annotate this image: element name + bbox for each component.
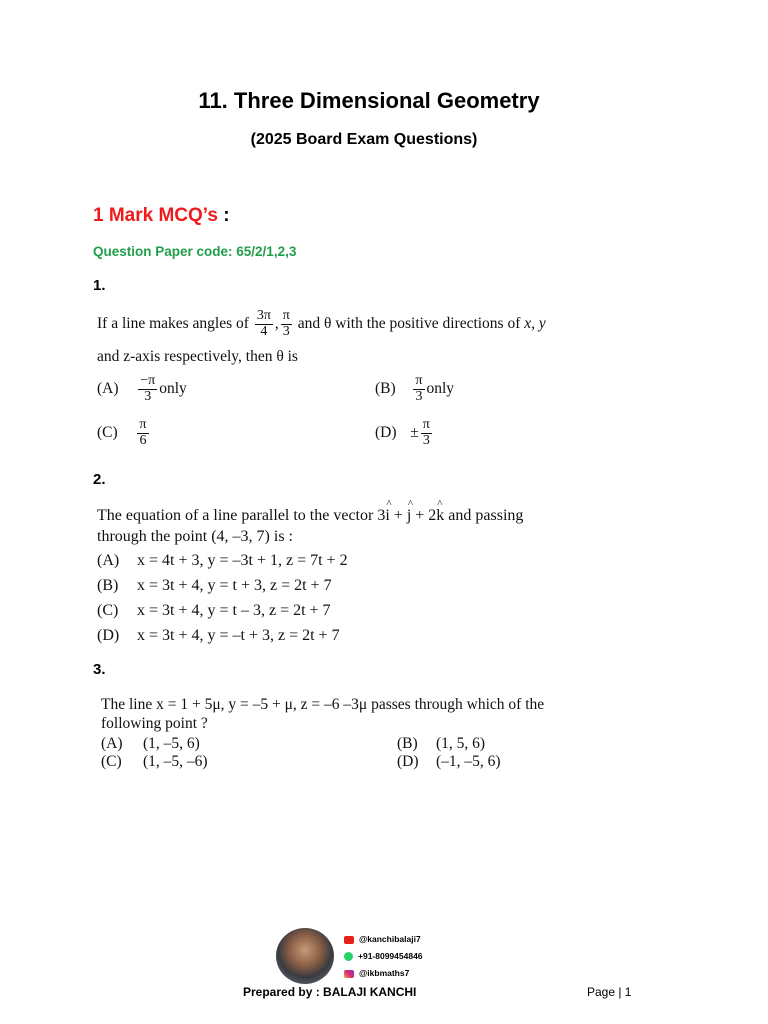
q1-option-c-fraction — [137, 418, 148, 448]
whatsapp-number[interactable] — [344, 951, 423, 961]
q2-option-c — [97, 602, 331, 620]
q1-b-den: 3 — [415, 388, 423, 404]
q3-option-d-text: (–1, –5, 6) — [436, 753, 501, 770]
question-3-line1: The line x = 1 + 5μ, y = –5 + μ, z = –6 –3μ passes through which of the — [101, 696, 545, 713]
q3-option-c-label: (C) — [101, 753, 122, 770]
q1-f2-num: π — [282, 308, 290, 323]
section-heading — [93, 205, 230, 227]
prepared-by: Prepared by : BALAJI KANCHI — [243, 985, 417, 999]
q1-option-a-fraction — [138, 374, 157, 404]
question-3-number: 3. — [93, 661, 106, 678]
question-2-number: 2. — [93, 471, 106, 488]
q1-option-b-text: only — [426, 379, 455, 397]
youtube-handle[interactable] — [344, 934, 421, 944]
q2-option-b-label: (B) — [97, 577, 119, 594]
q3-option-c — [101, 753, 208, 771]
q2-stem-b: and passing — [444, 507, 524, 524]
q3-option-c-text: (1, –5, –6) — [143, 753, 208, 770]
q1-c-den: 6 — [139, 432, 147, 448]
q2-option-a-text: x = 4t + 3, y = –3t + 1, z = 7t + 2 — [137, 552, 348, 569]
section-heading-red: 1 Mark MCQ’s — [93, 205, 218, 226]
q1-option-c — [97, 418, 151, 448]
q1-option-c-label: (C) — [97, 423, 118, 441]
instagram-handle[interactable] — [344, 968, 409, 978]
youtube-handle-text: @kanchibalaji7 — [359, 934, 421, 944]
q2-option-d-text: x = 3t + 4, y = –t + 3, z = 2t + 7 — [137, 627, 340, 644]
question-2-line2: through the point (4, –3, 7) is : — [97, 528, 293, 545]
q2-option-d — [97, 627, 340, 645]
q1-fraction-pi-3 — [281, 309, 292, 339]
q2-plus-2: + 2 — [411, 507, 437, 524]
q2-plus-1: + — [389, 507, 407, 524]
q2-k-hat: ^ k — [436, 507, 444, 525]
page-title: 11. Three Dimensional Geometry — [198, 88, 540, 113]
q2-option-a — [97, 552, 348, 570]
q1-option-d-plusminus: ± — [410, 423, 419, 441]
q2-j-hat: ^ j — [407, 507, 411, 525]
q2-option-b — [97, 577, 332, 595]
q2-stem-a: The equation of a line parallel to the vector 3 — [97, 507, 386, 524]
q1-comma: , — [274, 314, 279, 332]
q1-a-den: 3 — [144, 388, 152, 404]
q1-f1-den: 4 — [260, 323, 268, 339]
section-heading-colon: : — [217, 205, 230, 226]
q3-option-b — [397, 735, 485, 753]
q2-i-hat: ^ i — [385, 507, 389, 525]
q3-option-a — [101, 735, 200, 753]
q1-option-a-label: (A) — [97, 379, 119, 397]
page-subtitle: (2025 Board Exam Questions) — [250, 131, 478, 148]
q1-option-d — [375, 418, 434, 448]
q1-stem-a: If a line makes angles of — [97, 314, 249, 332]
q1-option-a-text: only — [159, 379, 187, 397]
q1-stem-b: and θ with the positive directions of — [297, 314, 521, 332]
q1-axes: x, y — [524, 314, 546, 332]
q3-option-d — [397, 753, 501, 771]
q3-option-a-text: (1, –5, 6) — [143, 735, 200, 752]
question-3-line2: following point ? — [101, 715, 208, 732]
instagram-handle-text: @ikbmaths7 — [359, 968, 410, 978]
q3-option-b-label: (B) — [397, 735, 418, 752]
q1-option-a — [97, 374, 187, 404]
q1-b-num: π — [415, 373, 423, 388]
q3-option-a-label: (A) — [101, 735, 123, 752]
q1-option-b-label: (B) — [375, 379, 396, 397]
author-photo — [276, 928, 334, 984]
page-number: Page | 1 — [587, 985, 632, 999]
question-2-stem — [97, 507, 523, 525]
whatsapp-icon — [344, 952, 353, 961]
q1-c-num: π — [139, 417, 147, 432]
q1-f1-num: 3π — [256, 308, 271, 323]
paper-code: Question Paper code: 65/2/1,2,3 — [93, 244, 297, 259]
q1-f2-den: 3 — [282, 323, 290, 339]
whatsapp-number-text: +91-8099454846 — [358, 951, 423, 961]
q3-option-d-label: (D) — [397, 753, 419, 770]
q1-option-b-fraction — [413, 374, 424, 404]
youtube-icon — [344, 936, 354, 944]
q2-option-c-text: x = 3t + 4, y = t – 3, z = 2t + 7 — [137, 602, 331, 619]
q1-option-b — [375, 374, 454, 404]
question-1-stem — [97, 309, 546, 339]
q1-option-d-label: (D) — [375, 423, 397, 441]
q2-option-b-text: x = 3t + 4, y = t + 3, z = 2t + 7 — [137, 577, 332, 594]
q1-option-d-fraction — [421, 418, 432, 448]
q1-a-num: −π — [140, 373, 156, 388]
question-1-number: 1. — [93, 277, 106, 294]
question-1-line2: and z-axis respectively, then θ is — [97, 348, 298, 365]
q2-option-d-label: (D) — [97, 627, 120, 644]
q3-option-b-text: (1, 5, 6) — [436, 735, 486, 752]
q1-d-num: π — [422, 417, 430, 432]
q1-d-den: 3 — [422, 432, 430, 448]
q1-fraction-3pi-4 — [255, 309, 273, 339]
instagram-icon — [344, 970, 354, 978]
q2-option-a-label: (A) — [97, 552, 120, 569]
q2-option-c-label: (C) — [97, 602, 119, 619]
